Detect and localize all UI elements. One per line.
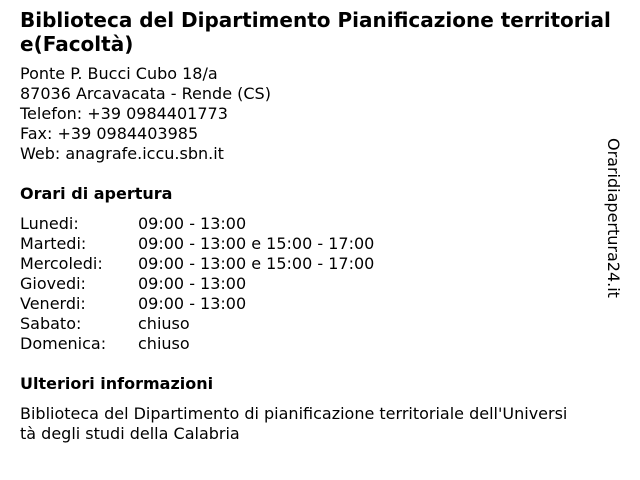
hours-row-monday: [20, 214, 374, 234]
hours-row-thursday: [20, 274, 374, 294]
page-title: Biblioteca del Dipartimento Pianificazione territoriale(Facoltà): [20, 8, 611, 56]
time-value: chiuso: [138, 314, 190, 333]
more-info-text: Biblioteca del Dipartimento di pianificazione territoriale dell'Università degli studi della Calabria: [20, 404, 568, 443]
time-value: 09:00 - 13:00: [138, 214, 247, 233]
hours-row-sunday: [20, 334, 374, 354]
time-value: 09:00 - 13:00 e 15:00 - 17:00: [138, 254, 375, 273]
time-value: chiuso: [138, 334, 190, 353]
day-label: Domenica:: [20, 334, 107, 353]
fax-number: Fax: +39 0984403985: [20, 124, 199, 143]
address-block: [20, 64, 271, 164]
hours-row-saturday: [20, 314, 374, 334]
time-value: 09:00 - 13:00: [138, 294, 247, 313]
opening-hours-heading: Orari di apertura: [20, 184, 173, 203]
day-label: Venerdi:: [20, 294, 86, 313]
time-value: 09:00 - 13:00: [138, 274, 247, 293]
day-label: Martedi:: [20, 234, 87, 253]
day-label: Mercoledi:: [20, 254, 103, 273]
city-address: 87036 Arcavacata - Rende (CS): [20, 84, 271, 103]
hours-row-friday: [20, 294, 374, 314]
more-info-heading: Ulteriori informazioni: [20, 374, 214, 393]
day-label: Lunedi:: [20, 214, 79, 233]
hours-row-tuesday: [20, 234, 374, 254]
day-label: Sabato:: [20, 314, 82, 333]
street-address: Ponte P. Bucci Cubo 18/a: [20, 64, 218, 83]
hours-row-wednesday: [20, 254, 374, 274]
phone-number: Telefon: +39 0984401773: [20, 104, 228, 123]
opening-hours-table: [20, 214, 374, 354]
time-value: 09:00 - 13:00 e 15:00 - 17:00: [138, 234, 375, 253]
website-link[interactable]: Web: anagrafe.iccu.sbn.it: [20, 144, 224, 163]
brand-watermark: Oraridiapertura24.it: [604, 138, 623, 298]
day-label: Giovedi:: [20, 274, 86, 293]
